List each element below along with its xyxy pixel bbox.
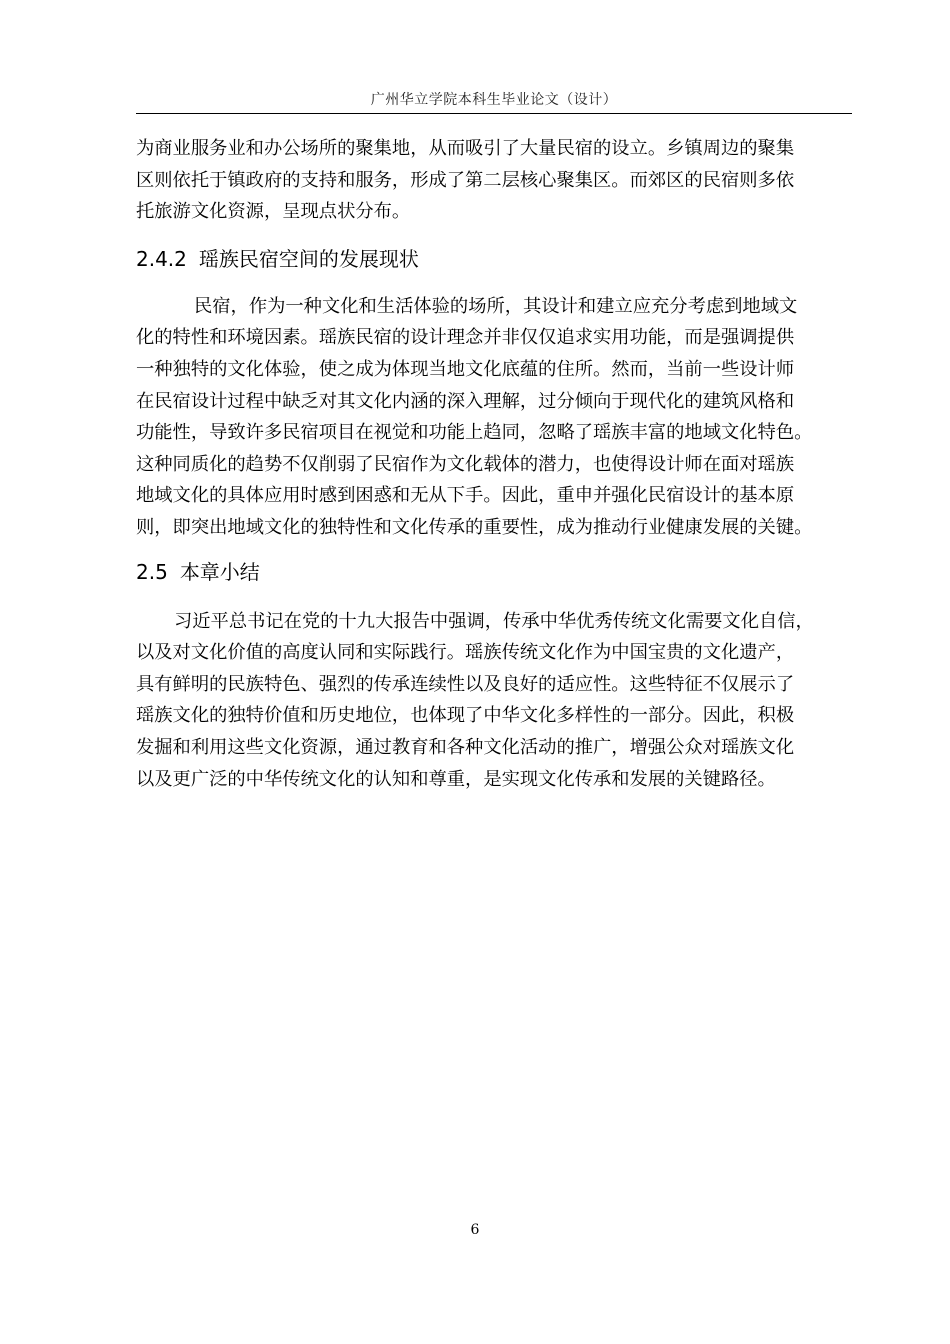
running-header: 广州华立学院本科生毕业论文（设计） [370,92,618,108]
paragraph-section-2-5 [136,606,852,796]
paragraph-line: 这种同质化的趋势不仅削弱了民宿作为文化载体的潜力，也使得设计师在面对瑶族 [136,453,795,475]
paragraph-line: 化的特性和环境因素。瑶族民宿的设计理念并非仅仅追求实用功能，而是强调提供 [136,327,795,349]
paragraph-line: 在民宿设计过程中缺乏对其文化内涵的深入理解，过分倾向于现代化的建筑风格和 [136,390,795,412]
paragraph-line: 习近平总书记在党的十九大报告中强调，传承中华优秀传统文化需要文化自信， [174,610,814,632]
page-body [136,133,852,795]
paragraph-line: 以及对文化价值的高度认同和实际践行。瑶族传统文化作为中国宝贵的文化遗产， [136,642,795,664]
section-number: 2.5 [136,559,168,584]
section-title: 瑶族民宿空间的发展现状 [198,246,419,271]
paragraph-line: 一种独特的文化体验，使之成为体现当地文化底蕴的住所。然而，当前一些设计师 [136,358,795,380]
header-divider [136,113,852,114]
paragraph-line: 民宿，作为一种文化和生活体验的场所，其设计和建立应充分考虑到地域文 [194,295,798,317]
paragraph-line: 以及更广泛的中华传统文化的认知和尊重，是实现文化传承和发展的关键路径。 [136,768,776,790]
paragraph-line: 具有鲜明的民族特色、强烈的传承连续性以及良好的适应性。这些特征不仅展示了 [136,673,795,695]
paragraph-line: 地域文化的具体应用时感到困惑和无从下手。因此，重申并强化民宿设计的基本原 [136,485,795,507]
paragraph-intro [136,133,852,228]
section-heading-2-5 [136,552,852,592]
paragraph-line: 功能性，导致许多民宿项目在视觉和功能上趋同，忽略了瑶族丰富的地域文化特色。 [136,422,813,444]
paragraph-line: 瑶族文化的独特价值和历史地位，也体现了中华文化多样性的一部分。因此，积极 [136,705,795,727]
paragraph-line: 为商业服务业和办公场所的聚集地，从而吸引了大量民宿的设立。乡镇周边的聚集 [136,138,795,159]
paragraph-line: 发掘和利用这些文化资源，通过教育和各种文化活动的推广，增强公众对瑶族文化 [136,736,795,758]
paragraph-line: 托旅游文化资源，呈现点状分布。 [136,201,411,223]
section-heading-2-4-2 [136,239,852,279]
paragraph-line: 则，即突出地域文化的独特性和文化传承的重要性，成为推动行业健康发展的关键。 [136,516,813,538]
section-number: 2.4.2 [136,246,187,271]
paragraph-line: 区则依托于镇政府的支持和服务，形成了第二层核心聚集区。而郊区的民宿则多依 [136,169,795,191]
section-title: 本章小结 [179,559,260,584]
paragraph-section-2-4-2 [136,291,852,544]
page-number: 6 [470,1222,480,1238]
